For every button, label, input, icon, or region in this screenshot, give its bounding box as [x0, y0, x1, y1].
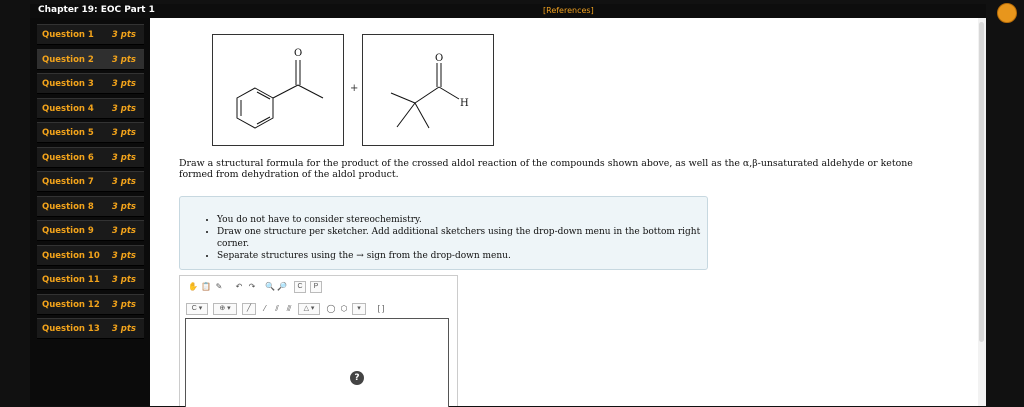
undo-icon[interactable]: ↶ — [235, 282, 243, 291]
question-prompt: Draw a structural formula for the product of the crossed aldol reaction of the compounds shown above, as well as the α,β-unsaturated aldehyde or ketone formed from dehydration of the aldol product. — [179, 158, 913, 180]
sketcher-canvas[interactable] — [185, 318, 449, 407]
instruction-item: • Separate structures using the → sign from the drop-down menu. — [217, 250, 707, 262]
zoom-in-icon[interactable]: 🔍 — [265, 282, 275, 291]
question-points: 3 pts — [111, 54, 136, 65]
clipboard-icon[interactable]: 📋 — [201, 282, 211, 291]
sidebar-question-item[interactable] — [37, 147, 144, 168]
question-points: 3 pts — [111, 30, 136, 40]
question-points: 3 pts — [111, 226, 136, 236]
single-bond-icon[interactable]: ╱ — [242, 303, 256, 315]
question-label: Question 12 — [42, 299, 100, 310]
question-points: 3 pts — [111, 128, 136, 138]
question-points: 3 pts — [111, 299, 136, 310]
left-oxygen-label: O — [294, 48, 303, 59]
top-bar — [30, 4, 1014, 18]
sidebar-question-item[interactable] — [37, 49, 144, 70]
benzene-icon[interactable]: ◯ — [326, 304, 336, 313]
question-label: Question 11 — [42, 275, 100, 285]
aldehyde-hydrogen-label: H — [460, 98, 469, 109]
sidebar-question-item[interactable] — [37, 73, 144, 94]
question-points: 3 pts — [111, 177, 136, 187]
right-oxygen-label: O — [435, 53, 444, 64]
instruction-item: • Draw one structure per sketcher. Add additional sketchers using the drop-down menu in the bottom right corner. — [217, 226, 707, 250]
sidebar-question-item[interactable] — [37, 245, 144, 266]
clean-icon[interactable]: C — [294, 281, 306, 293]
question-label: Question 6 — [42, 152, 94, 163]
structure-sketcher[interactable] — [179, 275, 458, 406]
instruction-item: • You do not have to consider stereochemistry. — [217, 214, 707, 226]
question-label: Question 8 — [42, 201, 94, 212]
scrollbar-thumb[interactable] — [979, 22, 984, 342]
question-points: 3 pts — [111, 152, 136, 163]
sidebar-question-item[interactable] — [37, 294, 144, 315]
structure-right-pivaldehyde — [362, 34, 494, 146]
ring-dropdown-icon[interactable]: ▾ — [352, 303, 366, 315]
right-rail — [986, 0, 1024, 406]
chapter-title: Chapter 19: EOC Part 1 — [38, 5, 155, 15]
question-label: Question 13 — [42, 324, 100, 334]
question-points: 3 pts — [111, 275, 136, 285]
question-sidebar — [30, 18, 150, 406]
pencil-icon[interactable]: ✎ — [215, 282, 223, 291]
cyclopropane-icon[interactable]: △ ▾ — [298, 303, 320, 315]
sidebar-question-item[interactable] — [37, 24, 144, 45]
sidebar-question-item[interactable] — [37, 122, 144, 143]
question-label: Question 7 — [42, 177, 94, 187]
question-label: Question 2 — [42, 54, 94, 65]
instructions-list — [180, 214, 707, 262]
question-label: Question 9 — [42, 226, 94, 236]
charge-icon[interactable]: ⊕ ▾ — [213, 303, 237, 315]
atom-select-icon[interactable]: C ▾ — [186, 303, 208, 315]
question-points: 3 pts — [111, 250, 136, 261]
question-points: 3 pts — [111, 324, 136, 334]
sidebar-question-item[interactable] — [37, 98, 144, 119]
zoom-out-icon[interactable]: 🔎 — [277, 282, 287, 291]
cyclopentane-icon[interactable]: ⬡ — [340, 304, 348, 313]
scrollbar[interactable] — [978, 18, 986, 406]
instructions-box — [179, 196, 708, 270]
bracket-icon[interactable]: [ ] — [377, 304, 385, 313]
wedge-bond-icon[interactable]: ⁄ — [264, 304, 266, 313]
double-bond-icon[interactable]: ⫽ — [275, 304, 279, 313]
sidebar-question-item[interactable] — [37, 196, 144, 217]
acetophenone-drawing — [213, 35, 343, 145]
triple-bond-icon[interactable]: ⫻ — [286, 304, 292, 313]
pivaldehyde-drawing — [363, 35, 493, 145]
question-points: 3 pts — [111, 201, 136, 212]
question-label: Question 10 — [42, 250, 100, 261]
question-label: Question 3 — [42, 79, 94, 89]
question-label: Question 5 — [42, 128, 94, 138]
structure-left-acetophenone — [212, 34, 344, 146]
redo-icon[interactable]: ↷ — [248, 282, 256, 291]
question-points: 3 pts — [111, 103, 136, 114]
sidebar-question-item[interactable] — [37, 318, 144, 339]
help-button[interactable]: ? — [350, 371, 364, 385]
plus-sign: + — [350, 83, 359, 94]
sidebar-question-item[interactable] — [37, 269, 144, 290]
periodic-table-icon[interactable]: P — [310, 281, 322, 293]
sidebar-question-item[interactable] — [37, 171, 144, 192]
question-points: 3 pts — [111, 79, 136, 89]
references-link[interactable]: [References] — [543, 6, 594, 15]
sidebar-question-item[interactable] — [37, 220, 144, 241]
question-label: Question 4 — [42, 103, 94, 114]
question-label: Question 1 — [42, 30, 94, 40]
hand-icon[interactable]: ✋ — [188, 282, 198, 291]
help-circle-icon[interactable] — [997, 3, 1017, 23]
